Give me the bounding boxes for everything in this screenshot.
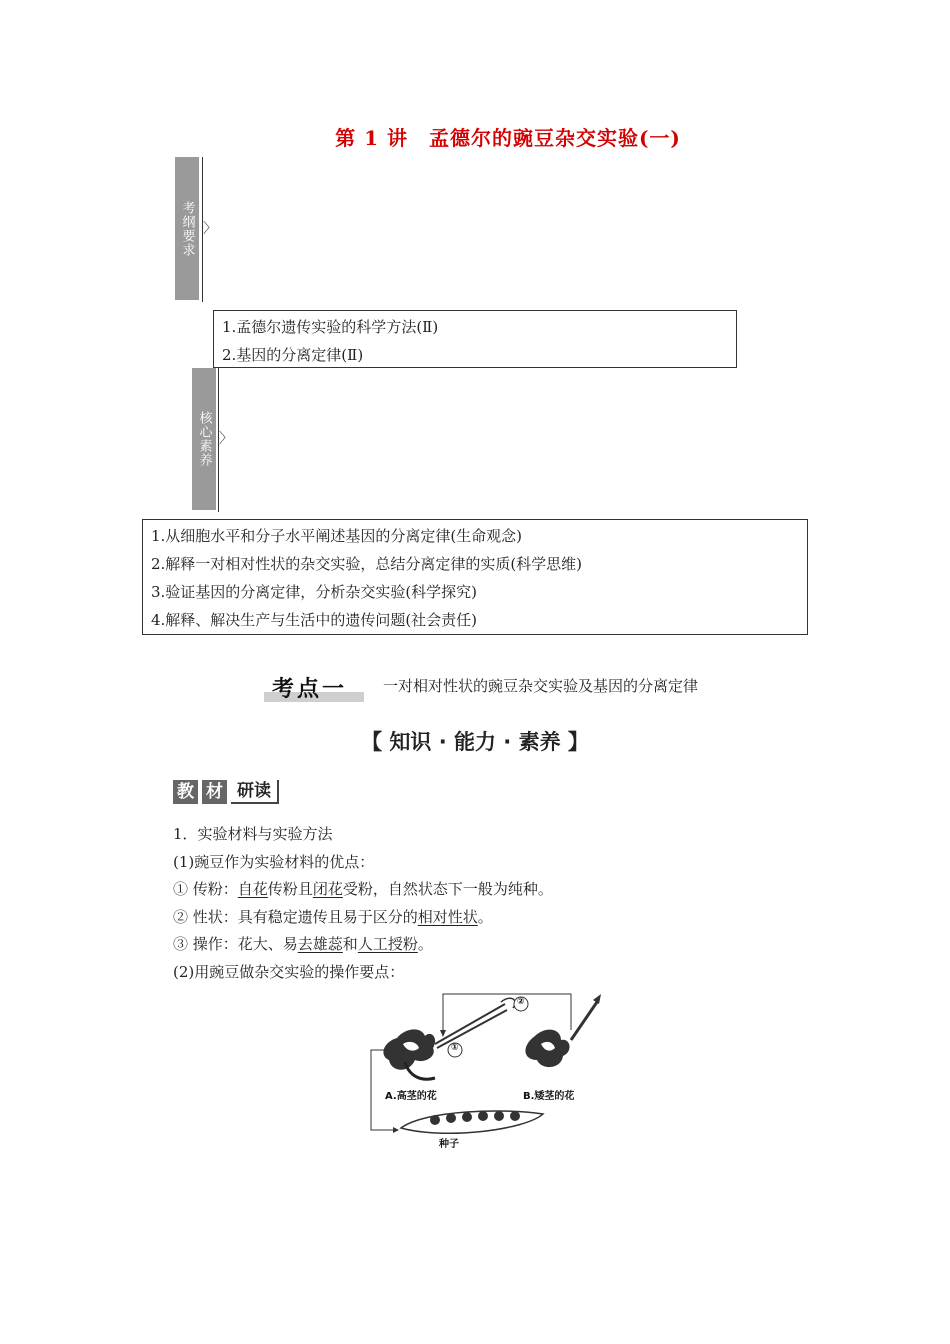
subheading-1: (1)豌豆作为实验材料的优点： <box>173 853 375 871</box>
flower-a-icon <box>383 1029 435 1079</box>
answer-blank: 去雄蕊 <box>297 935 343 953</box>
exam-outline-box <box>213 310 737 368</box>
core-literacy-item: 4.解释、解决生产与生活中的遗传问题(社会责任) <box>151 611 478 629</box>
pea-hybridization-figure <box>365 990 605 1150</box>
chevron-right-icon: 〉 <box>203 221 217 237</box>
chevron-right-icon: 〉 <box>219 431 233 447</box>
seed-pod-icon <box>401 1111 543 1133</box>
answer-blank: 闭花 <box>312 880 343 898</box>
subheading-2: (2)用豌豆做杂交实验的操作要点： <box>173 963 405 981</box>
core-literacy-item: 1.从细胞水平和分子水平阐述基因的分离定律(生命观念) <box>151 527 523 545</box>
core-literacy-item: 3.验证基因的分离定律，分析杂交实验(科学探究) <box>151 583 478 601</box>
textbook-reading-chip <box>173 780 279 806</box>
answer-blank: 人工授粉 <box>357 935 418 953</box>
brush-icon <box>571 994 601 1040</box>
core-literacy-item: 2.解释一对相对性状的杂交实验，总结分离定律的实质(科学思维) <box>151 555 583 573</box>
label-tall-stem-flower: A.高茎的花 <box>385 1091 437 1102</box>
paragraph-pollination: ① 传粉：自花传粉且闭花受粉，自然状态下一般为纯种。 <box>173 880 553 898</box>
kaodian-badge-label: 考点一 <box>272 677 348 702</box>
tweezers-icon <box>435 998 515 1048</box>
chip-char: 材 <box>202 780 227 804</box>
answer-blank: 相对性状 <box>417 908 478 926</box>
chip-char: 教 <box>173 780 198 804</box>
chip-label: 研读 <box>231 780 279 804</box>
exam-outline-tab <box>175 157 199 300</box>
step-1-label: ① <box>451 1043 459 1053</box>
paragraph-operation: ③ 操作：花大、易去雄蕊和人工授粉。 <box>173 935 433 953</box>
paragraph-traits: ② 性状：具有稳定遗传且易于区分的相对性状。 <box>173 908 493 926</box>
exam-outline-item: 2.基因的分离定律(Ⅱ) <box>222 346 364 364</box>
label-seed: 种子 <box>439 1139 459 1150</box>
lesson-title: 第 1 讲 孟德尔的豌豆杂交实验(一) <box>335 126 681 150</box>
core-literacy-tab-label: 核心素养 <box>196 411 212 467</box>
core-literacy-tab <box>192 368 216 510</box>
step-2-label: ② <box>517 997 525 1007</box>
section-heading: 【 知识 · 能力 · 素养 】 <box>361 730 589 754</box>
label-short-stem-flower: B.矮茎的花 <box>523 1091 575 1102</box>
kaodian-title: 一对相对性状的豌豆杂交实验及基因的分离定律 <box>383 677 699 695</box>
heading-1: 1．实验材料与实验方法 <box>173 825 333 843</box>
kaodian-badge <box>264 672 364 704</box>
figure-drawing <box>365 990 605 1150</box>
exam-outline-tab-label: 考纲要求 <box>179 200 195 257</box>
exam-outline-item: 1.孟德尔遗传实验的科学方法(Ⅱ) <box>222 318 439 336</box>
core-literacy-box <box>142 519 808 635</box>
flower-b-icon <box>525 1030 569 1067</box>
answer-blank: 自花 <box>237 880 268 898</box>
